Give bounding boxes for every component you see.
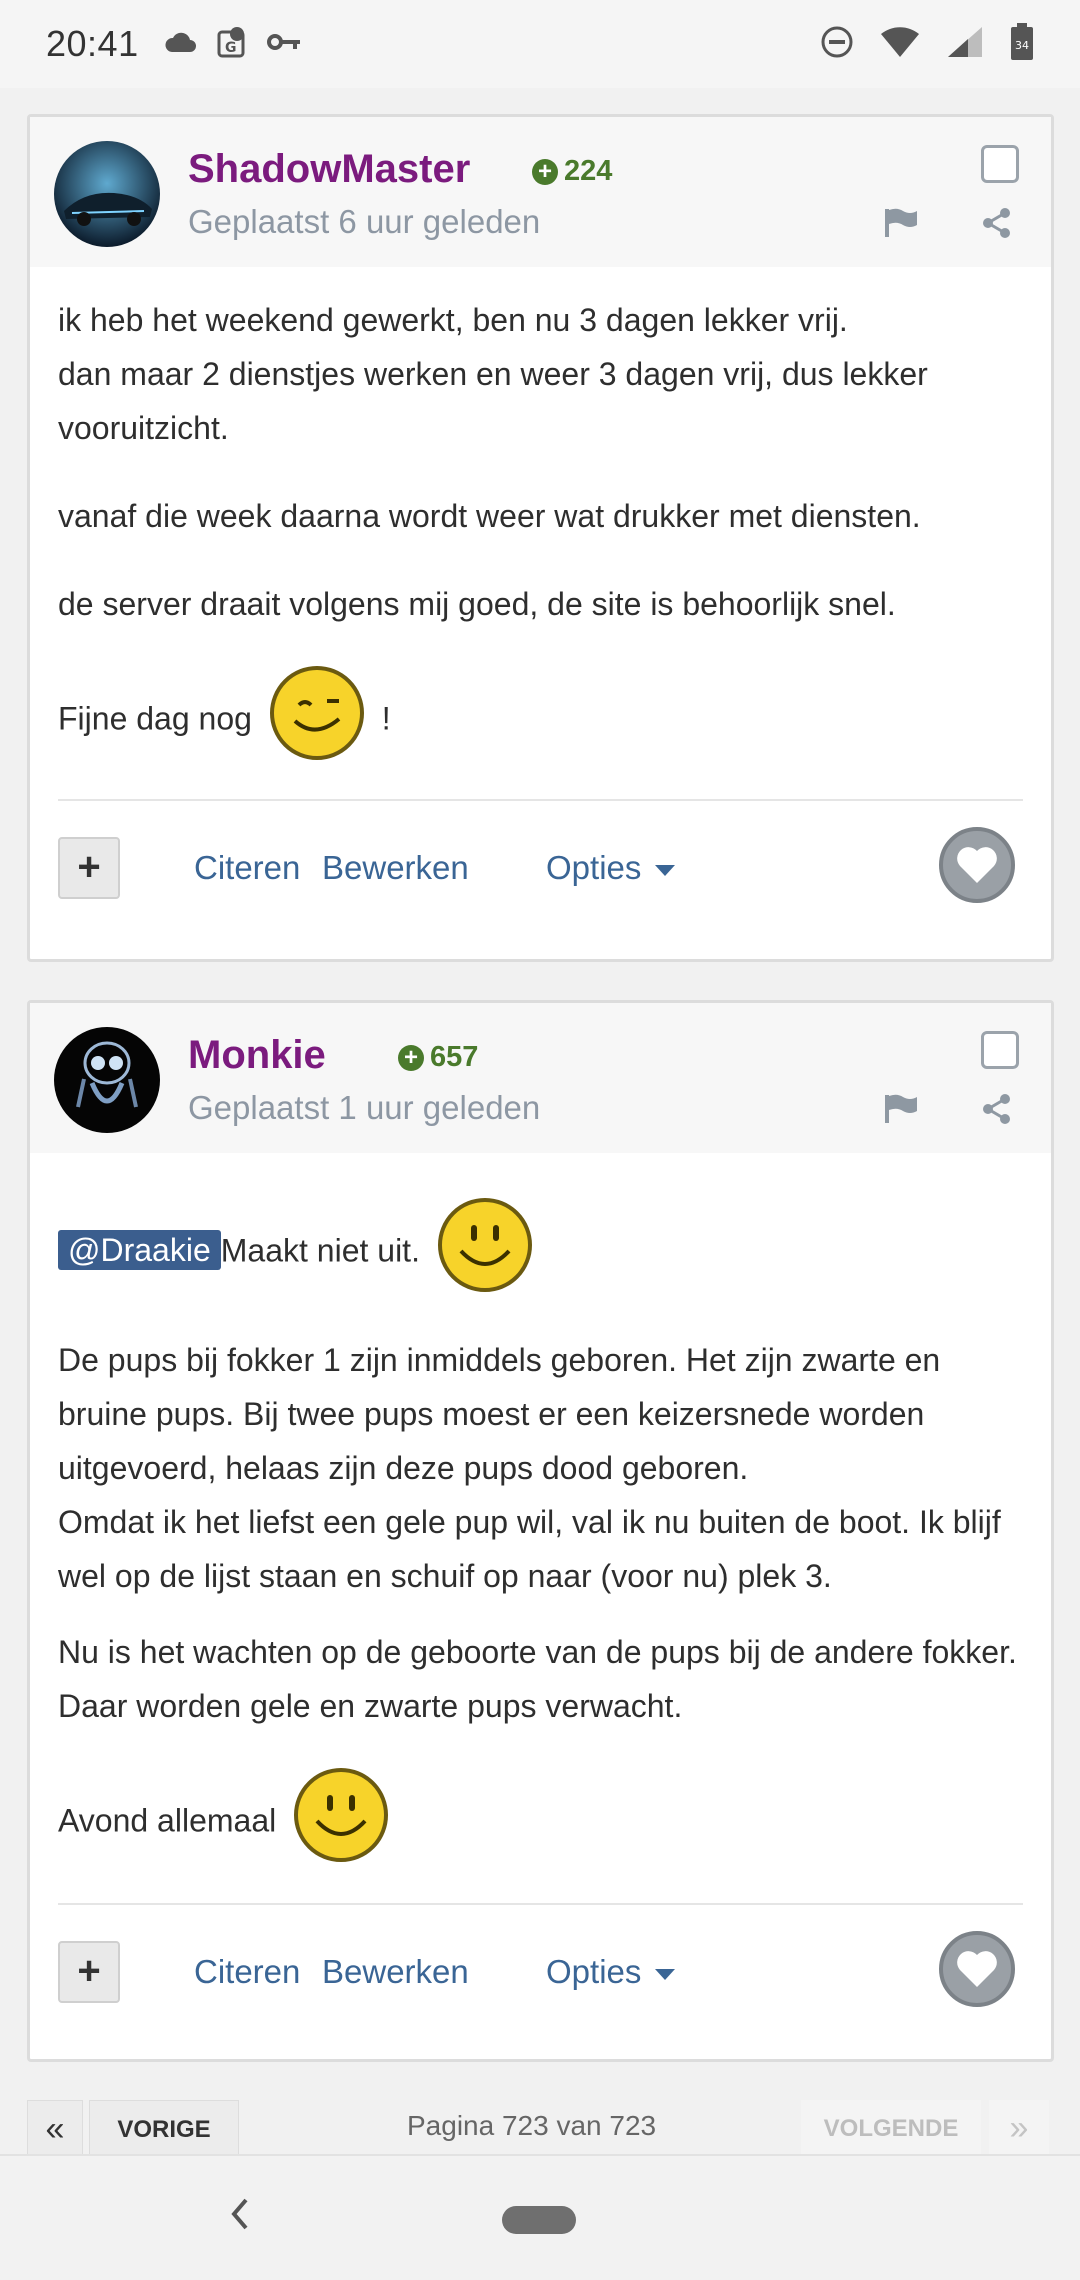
pagination [27,2100,1054,2158]
reputation-badge[interactable] [398,1041,478,1074]
smiley-emoji-icon [293,1767,389,1879]
caret-down-icon [655,1969,675,1980]
post-text: Fijne dag nog [58,700,252,737]
reputation-count: 224 [564,155,613,187]
mention-tag[interactable]: @Draakie [58,1230,221,1270]
multiquote-button[interactable]: + [58,837,120,899]
caret-down-icon [655,865,675,876]
wink-emoji-icon [269,665,365,777]
post-actions [58,1903,1023,2041]
post-text: ! [381,700,391,737]
flag-icon[interactable] [883,1093,919,1128]
cloud-icon [163,31,197,58]
previous-page-button[interactable]: VORIGE [89,2100,239,2158]
post-text: de server draait volgens mij goed, de site is behoorlijk snel. [58,586,896,622]
multiquote-button[interactable]: + [58,1941,120,2003]
post-text: Maakt niet uit. [220,1232,420,1269]
share-icon[interactable] [981,1093,1013,1130]
post-text: vanaf die week daarna wordt weer wat drukker met diensten. [58,498,921,534]
flag-icon[interactable] [883,207,919,242]
reputation-badge[interactable] [532,155,612,188]
select-checkbox[interactable] [981,1031,1019,1069]
dnd-icon [820,25,854,64]
svg-text:G: G [224,39,237,56]
quote-button[interactable]: Citeren [194,849,301,886]
key-icon [267,33,301,56]
avatar[interactable] [54,141,160,247]
signal-icon [946,25,984,64]
plus-circle-icon: + [532,159,558,185]
home-pill-button[interactable] [502,2206,576,2234]
heart-icon [955,845,999,885]
back-icon[interactable] [228,2196,252,2237]
battery-level: 34 [1015,38,1029,52]
share-icon[interactable] [981,207,1013,244]
post-text: De pups bij fokker 1 zijn inmiddels geboren. Het zijn zwarte en bruine pups. Bij twee pups moest er een keizersnede worden uitgevoerd, helaas zijn deze pups dood geboren. [58,1342,941,1486]
first-page-button[interactable]: « [27,2100,83,2158]
avatar[interactable] [54,1027,160,1133]
post-text: ik heb het weekend gewerkt, ben nu 3 dagen lekker vrij. [58,302,848,338]
post-text: Avond allemaal [58,1802,277,1839]
wifi-icon [880,26,920,63]
author-name[interactable]: Monkie [188,1033,326,1077]
edit-button[interactable]: Bewerken [322,849,469,886]
last-page-button[interactable]: » [989,2100,1049,2158]
heart-icon [955,1949,999,1989]
plus-circle-icon: + [398,1045,424,1071]
post-header [30,117,1051,267]
post-content [30,267,1051,777]
status-bar [0,0,1080,88]
like-button[interactable] [939,827,1015,903]
next-page-button[interactable]: VOLGENDE [801,2100,981,2158]
post-content [30,1153,1051,1879]
post-card [27,1000,1054,2062]
options-button[interactable] [546,849,675,887]
edit-button[interactable]: Bewerken [322,1953,469,1990]
select-checkbox[interactable] [981,145,1019,183]
post-text: dan maar 2 dienstjes werken en weer 3 dagen vrij, dus lekker vooruitzicht. [58,356,928,446]
quote-button[interactable]: Citeren [194,1953,301,1990]
author-name[interactable]: ShadowMaster [188,147,471,191]
smiley-emoji-icon [437,1197,533,1309]
post-timestamp[interactable]: Geplaatst 1 uur geleden [188,1089,541,1126]
map-icon [217,26,247,63]
battery-icon [1010,23,1034,66]
options-label: Opties [546,1953,642,1990]
options-button[interactable] [546,1953,675,1991]
page-indicator[interactable]: Pagina 723 van 723 [407,2110,657,2141]
reputation-count: 657 [430,1041,479,1073]
navigation-bar [0,2154,1080,2280]
status-time: 20:41 [46,23,139,64]
options-label: Opties [546,849,642,886]
post-actions [58,799,1023,937]
post-card [27,114,1054,962]
post-timestamp[interactable]: Geplaatst 6 uur geleden [188,203,541,240]
post-text: Nu is het wachten op de geboorte van de pups bij de andere fokker. Daar worden gele en zwarte pups verwacht. [58,1634,1017,1724]
post-header [30,1003,1051,1153]
post-text: Omdat ik het liefst een gele pup wil, val ik nu buiten de boot. Ik blijf wel op de lijst staan en schuif op naar (voor nu) plek 3. [58,1504,1001,1594]
like-button[interactable] [939,1931,1015,2007]
